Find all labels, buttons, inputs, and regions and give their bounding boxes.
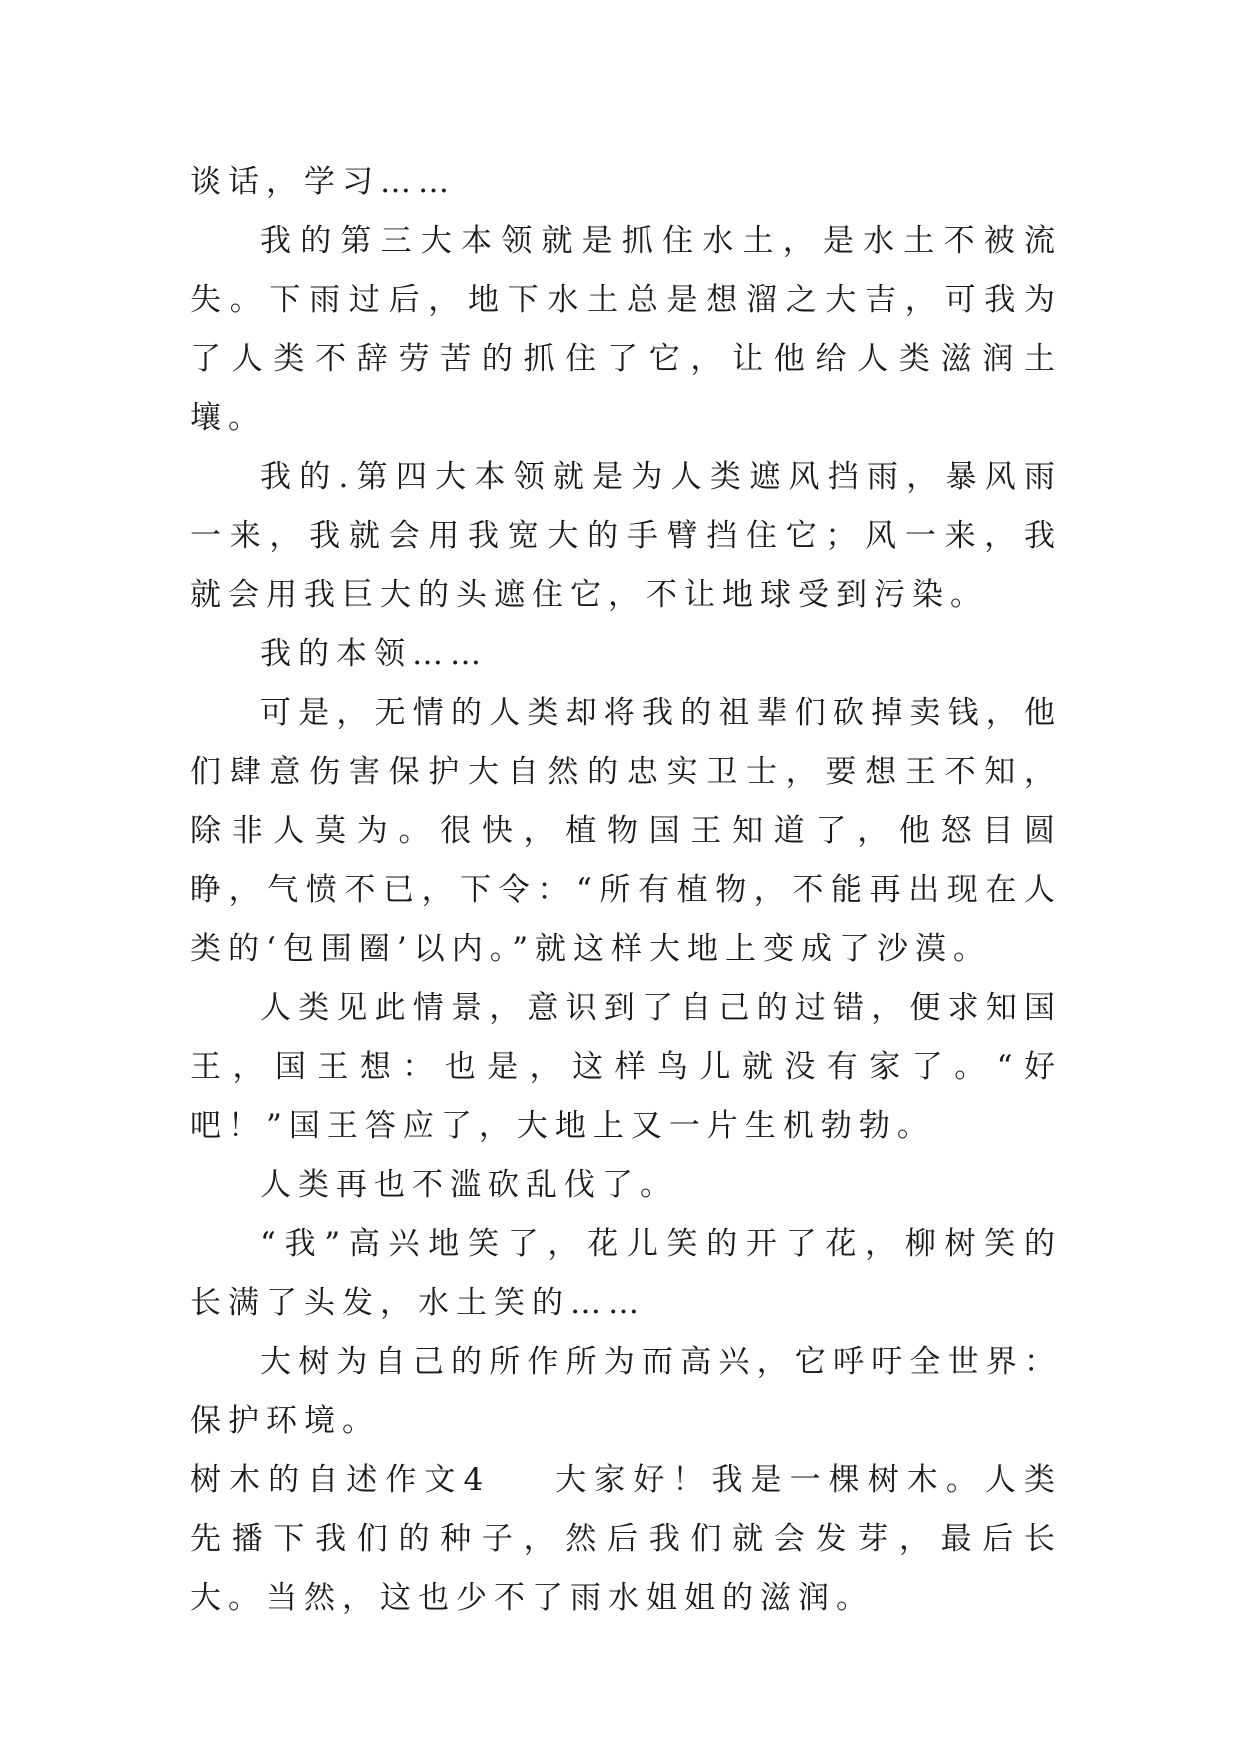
paragraph: “我”高兴地笑了，花儿笑的开了花，柳树笑的长满了头发，水土笑的…… — [190, 1226, 1062, 1321]
document-body — [190, 153, 1062, 1628]
paragraph: 我的.第四大本领就是为人类遮风挡雨，暴风雨一来，我就会用我宽大的手臂挡住它；风一来，我就会用我巨大的头遮住它，不让地球受到污染。 — [190, 459, 1062, 613]
paragraph: 大树为自己的所作所为而高兴，它呼吁全世界：保护环境。 — [190, 1344, 1062, 1439]
paragraph: 可是，无情的人类却将我的祖辈们砍掉卖钱，他们肆意伤害保护大自然的忠实卫士，要想王不知，除非人莫为。很快，植物国王知道了，他怒目圆睁，气愤不已，下令：“所有植物，不能再出现在人类的‘包围圈’以内。”就这样大地上变成了沙漠。 — [190, 695, 1062, 967]
essay-4-title: 树木的自述作文4 — [190, 1462, 491, 1498]
paragraph: 谈话，学习…… — [190, 164, 456, 200]
paragraph: 人类再也不滥砍乱伐了。 — [260, 1167, 678, 1203]
essay-4-paragraph — [190, 1451, 1062, 1628]
paragraph: 我的第三大本领就是抓住水土，是水土不被流失。下雨过后，地下水土总是想溜之大吉，可我为了人类不辞劳苦的抓住了它，让他给人类滋润土壤。 — [190, 223, 1062, 436]
paragraph: 人类见此情景，意识到了自己的过错，便求知国王，国王想：也是，这样鸟儿就没有家了。“好吧！”国王答应了，大地上又一片生机勃勃。 — [190, 990, 1062, 1144]
paragraph: 我的本领…… — [260, 636, 488, 672]
essay-4-text: 大家好！我是一棵树木。人类先播下我们的种子，然后我们就会发芽，最后长大。当然，这也少不了雨水姐姐的滋润。 — [190, 1462, 1062, 1616]
